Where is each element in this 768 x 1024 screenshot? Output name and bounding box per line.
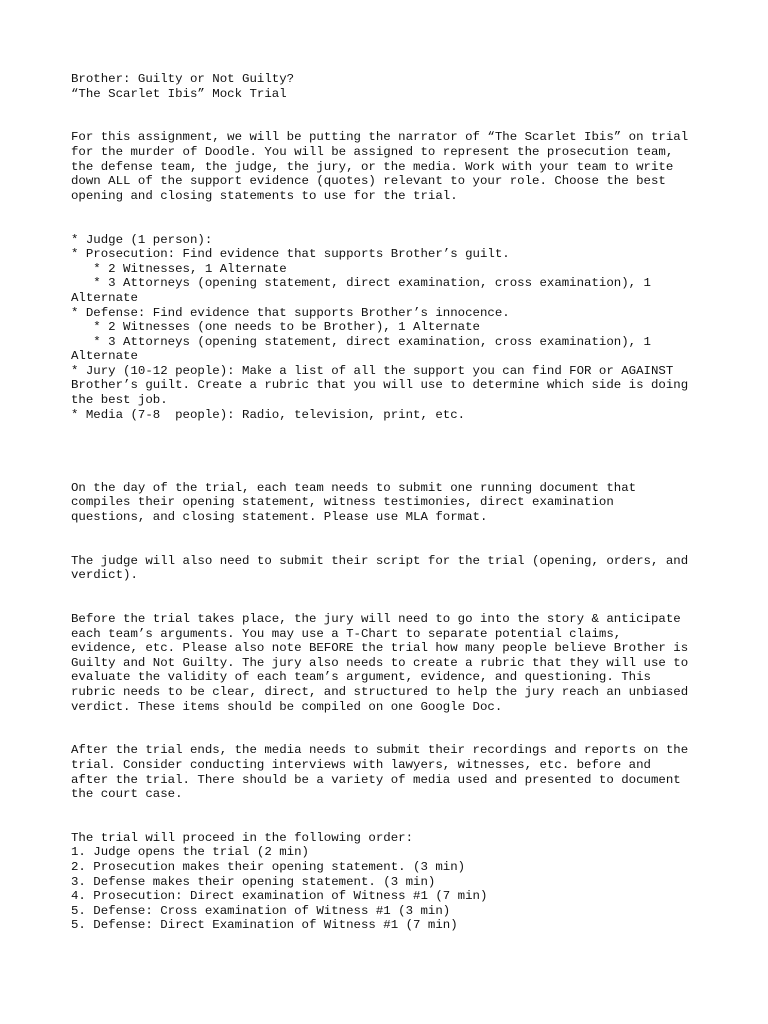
role-line: * Defense: Find evidence that supports Brother’s innocence. bbox=[71, 305, 510, 320]
intro-line: opening and closing statements to use for the trial. bbox=[71, 188, 458, 203]
media-line: the court case. bbox=[71, 787, 183, 802]
jury-line: Before the trial takes place, the jury will need to go into the story & anticipate bbox=[71, 611, 681, 626]
roles-list bbox=[71, 233, 711, 423]
document-page bbox=[71, 72, 711, 933]
media-line: trial. Consider conducting interviews with lawyers, witnesses, etc. before and bbox=[71, 757, 651, 772]
trial-order-section bbox=[71, 831, 711, 933]
media-line: After the trial ends, the media needs to submit their recordings and reports on the bbox=[71, 743, 689, 758]
trial-order-item: 2. Prosecution makes their opening statement. (3 min) bbox=[71, 860, 466, 875]
jury-line: verdict. These items should be compiled on one Google Doc. bbox=[71, 699, 503, 714]
trial-order-item: 1. Judge opens the trial (2 min) bbox=[71, 845, 309, 860]
jury-line: rubric needs to be clear, direct, and structured to help the jury reach an unbiased bbox=[71, 684, 689, 699]
role-line: * 3 Attorneys (opening statement, direct examination, cross examination), 1 bbox=[71, 334, 651, 349]
role-line: * Media (7-8 people): Radio, television, print, etc. bbox=[71, 407, 466, 422]
intro-line: the defense team, the judge, the jury, or the media. Work with your team to write bbox=[71, 159, 674, 174]
intro-line: For this assignment, we will be putting the narrator of “The Scarlet Ibis” on trial bbox=[71, 130, 689, 145]
role-line: * 3 Attorneys (opening statement, direct examination, cross examination), 1 bbox=[71, 276, 651, 291]
role-line: * Jury (10-12 people): Make a list of all the support you can find FOR or AGAINST bbox=[71, 363, 674, 378]
trial-order-item: 4. Prosecution: Direct examination of Witness #1 (7 min) bbox=[71, 889, 488, 904]
submission-line: On the day of the trial, each team needs to submit one running document that bbox=[71, 480, 637, 495]
role-line: * 2 Witnesses, 1 Alternate bbox=[71, 261, 287, 276]
trial-order-item: 5. Defense: Cross examination of Witness #1 (3 min) bbox=[71, 903, 451, 918]
media-line: after the trial. There should be a variety of media used and presented to document bbox=[71, 772, 681, 787]
trial-order-heading: The trial will proceed in the following order: bbox=[71, 830, 414, 845]
title-line-1: Brother: Guilty or Not Guilty? bbox=[71, 72, 295, 86]
role-line: Alternate bbox=[71, 290, 138, 305]
jury-paragraph bbox=[71, 612, 711, 714]
intro-line: down ALL of the support evidence (quotes) relevant to your role. Choose the best bbox=[71, 174, 666, 189]
jury-line: evidence, etc. Please also note BEFORE the trial how many people believe Brother is bbox=[71, 641, 689, 656]
role-line: * 2 Witnesses (one needs to be Brother), 1 Alternate bbox=[71, 320, 480, 335]
submission-paragraph bbox=[71, 481, 711, 525]
intro-line: for the murder of Doodle. You will be assigned to represent the prosecution team, bbox=[71, 144, 674, 159]
title-line-2: “The Scarlet Ibis” Mock Trial bbox=[71, 86, 287, 101]
judge-paragraph bbox=[71, 554, 711, 583]
role-line: Alternate bbox=[71, 349, 138, 364]
role-line: Brother’s guilt. Create a rubric that you will use to determine which side is doing bbox=[71, 378, 689, 393]
judge-line: verdict). bbox=[71, 568, 138, 583]
submission-line: compiles their opening statement, witness testimonies, direct examination bbox=[71, 495, 614, 510]
media-paragraph bbox=[71, 743, 711, 801]
jury-line: evaluate the validity of each team’s argument, evidence, and questioning. This bbox=[71, 670, 651, 685]
jury-line: Guilty and Not Guilty. The jury also needs to create a rubric that they will use to bbox=[71, 655, 689, 670]
role-line: * Judge (1 person): bbox=[71, 232, 213, 247]
submission-line: questions, and closing statement. Please use MLA format. bbox=[71, 509, 488, 524]
role-line: * Prosecution: Find evidence that supports Brother’s guilt. bbox=[71, 247, 510, 262]
trial-order-item: 5. Defense: Direct Examination of Witness #1 (7 min) bbox=[71, 918, 458, 933]
jury-line: each team’s arguments. You may use a T-Chart to separate potential claims, bbox=[71, 626, 622, 641]
trial-order-item: 3. Defense makes their opening statement. (3 min) bbox=[71, 874, 436, 889]
judge-line: The judge will also need to submit their script for the trial (opening, orders, and bbox=[71, 553, 689, 568]
role-line: the best job. bbox=[71, 393, 168, 408]
intro-paragraph bbox=[71, 130, 711, 203]
